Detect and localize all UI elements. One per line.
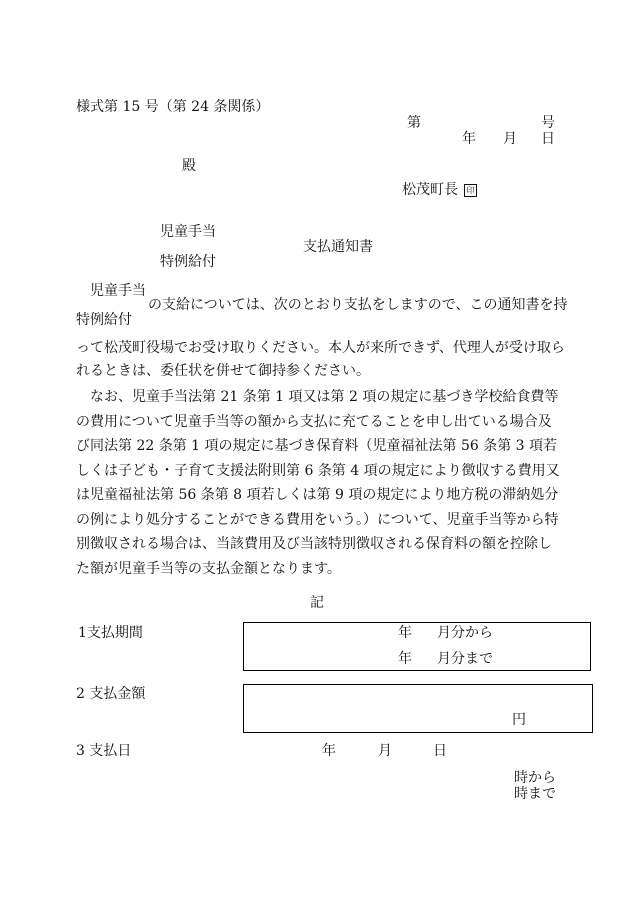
paydate-year: 年 — [322, 743, 336, 759]
doc-number-go: 号 — [541, 115, 555, 131]
amount-box — [243, 684, 593, 733]
paydate-time-from: 時から — [514, 770, 556, 786]
intro-allowance-2: 特例給付 — [76, 312, 132, 328]
page-title: 支払通知書 — [303, 239, 373, 255]
paydate-label: 3 支払日 — [76, 743, 132, 759]
period-to-year: 年 — [398, 651, 412, 667]
form-label: 様式第 15 号（第 24 条関係） — [76, 99, 270, 115]
period-from-month: 月分から — [437, 625, 493, 641]
date-year: 年 — [462, 131, 476, 147]
seal-icon: 印 — [464, 184, 477, 197]
date-month: 月 — [503, 131, 517, 147]
amount-label: 2 支払金額 — [76, 686, 146, 702]
notice-paragraph: なお、児童手当法第 21 条第 1 項又は第 2 項の規定に基づき学校給食費等の費用について児童手当等の額から支払に充てることを申し出ている場合及び同法第 22 条第 1 項の規定に基づき保育料（児童福祉法第 56 条第 3 項若しくは子ども・子育て支援法附則第 6 条第 4 項の規定により徴収する費用又は児童福祉法第 56 条第 8 項若しくは第 9 項の規定により地方税の滞納処分の例により処分することができる費用をいう。）について、児童手当等から特別徴収される場合は、当該費用及び当該特別徴収される保育料の額を控除した額が児童手当等の支払金額となります。 — [76, 389, 560, 577]
intro-line-2: って松茂町役場でお受け取りください。本人が来所できず、代理人が受け取ら — [76, 340, 565, 356]
intro-line-3: れるときは、委任状を併せて御持参ください。 — [76, 363, 370, 379]
issuer — [402, 181, 477, 199]
period-to-month: 月分まで — [437, 651, 493, 667]
period-box — [243, 622, 591, 671]
title-allowance-2: 特例給付 — [160, 254, 216, 270]
doc-number-dai: 第 — [407, 115, 421, 131]
ki-heading: 記 — [310, 595, 324, 611]
paydate-time-to: 時まで — [514, 786, 556, 802]
intro-line-1: の支給については、次のとおり支払をしますので、この通知書を持 — [148, 297, 568, 313]
paydate-day: 日 — [433, 743, 447, 759]
period-label: 1支払期間 — [78, 625, 143, 641]
intro-allowance-1: 児童手当 — [90, 283, 146, 299]
paydate-month: 月 — [378, 743, 392, 759]
date-day: 日 — [541, 131, 555, 147]
issuer-title: 松茂町長 — [402, 182, 458, 198]
amount-unit: 円 — [512, 712, 526, 728]
recipient-suffix: 殿 — [182, 158, 196, 174]
title-allowance-1: 児童手当 — [160, 224, 216, 240]
period-from-year: 年 — [398, 625, 412, 641]
